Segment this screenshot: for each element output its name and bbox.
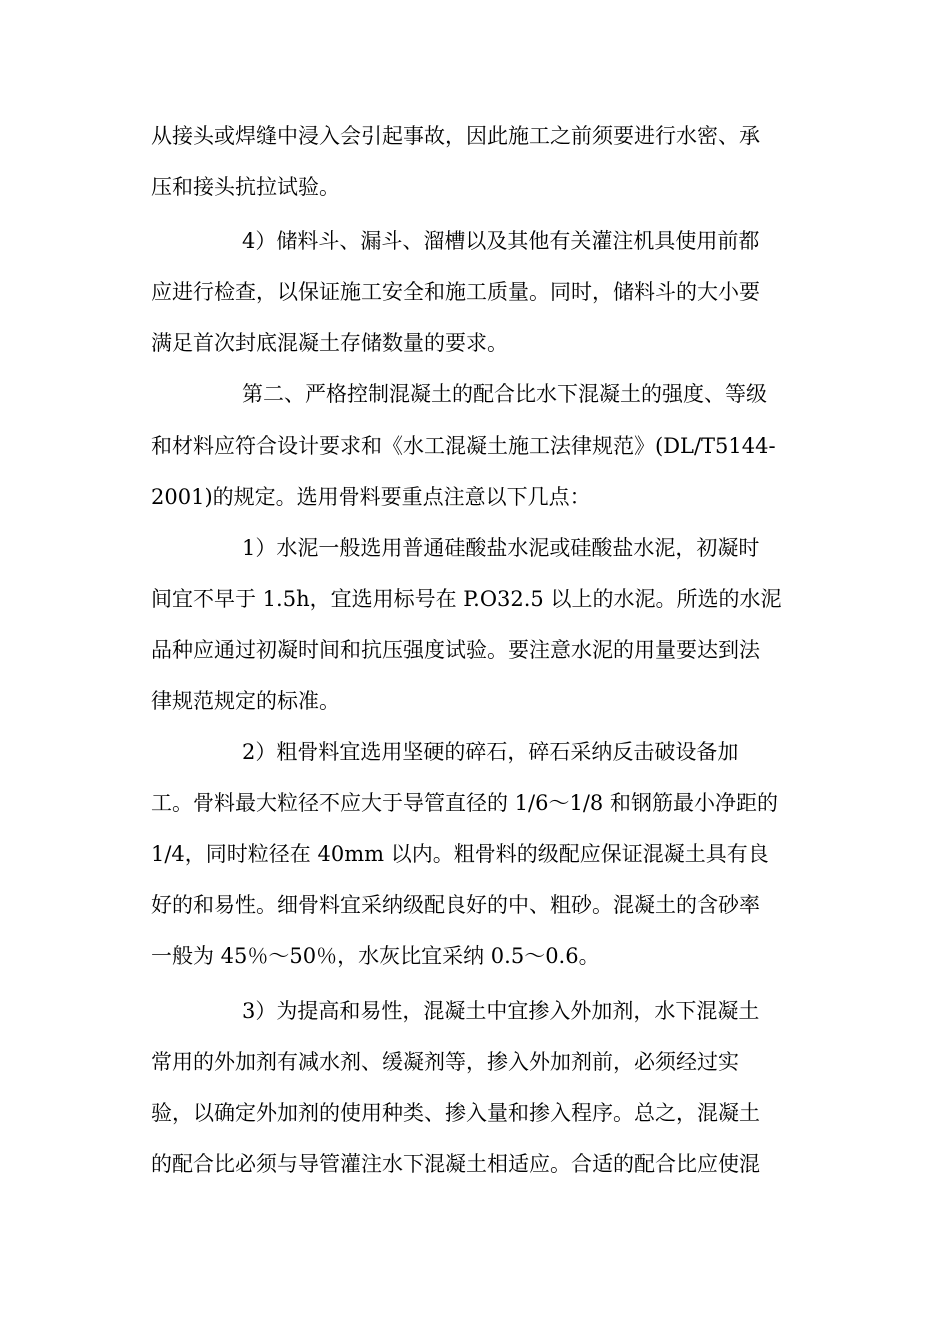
text-line: 好的和易性。细骨料宜采纳级配良好的中、粗砂。混凝土的含砂率 xyxy=(151,893,760,917)
text-line: 一般为 45％～50％，水灰比宜采纳 0.5～0.6。 xyxy=(151,944,600,968)
text-line: 应进行检查，以保证施工安全和施工质量。同时，储料斗的大小要 xyxy=(151,280,760,304)
text-line: 的配合比必须与导管灌注水下混凝土相适应。合适的配合比应使混 xyxy=(151,1152,760,1176)
text-line: 间宜不早于 1.5h，宜选用标号在 P.O32.5 以上的水泥。所选的水泥 xyxy=(151,587,782,611)
text-line: 工。骨料最大粒径不应大于导管直径的 1/6～1/8 和钢筋最小净距的 xyxy=(151,791,778,815)
text-line: 2001)的规定。选用骨料要重点注意以下几点： xyxy=(151,485,591,509)
text-line: 验，以确定外加剂的使用种类、掺入量和掺入程序。总之，混凝土 xyxy=(151,1101,760,1125)
text-line: 压和接头抗拉试验。 xyxy=(151,175,340,199)
text-line: 从接头或焊缝中浸入会引起事故，因此施工之前须要进行水密、承 xyxy=(151,124,760,148)
text-line: 和材料应符合设计要求和《水工混凝土施工法律规范》(DL/T5144- xyxy=(151,434,776,458)
paragraph-first-line: 1）水泥一般选用普通硅酸盐水泥或硅酸盐水泥，初凝时 xyxy=(242,536,760,560)
paragraph-first-line: 3）为提高和易性，混凝土中宜掺入外加剂，水下混凝土 xyxy=(242,999,760,1023)
paragraph-first-line: 2）粗骨料宜选用坚硬的碎石，碎石采纳反击破设备加 xyxy=(242,740,739,764)
text-line: 品种应通过初凝时间和抗压强度试验。要注意水泥的用量要达到法 xyxy=(151,638,760,662)
paragraph-first-line: 4）储料斗、漏斗、溜槽以及其他有关灌注机具使用前都 xyxy=(242,229,760,253)
text-line: 满足首次封底混凝土存储数量的要求。 xyxy=(151,331,508,355)
text-line: 律规范规定的标准。 xyxy=(151,689,340,713)
text-line: 常用的外加剂有减水剂、缓凝剂等，掺入外加剂前，必须经过实 xyxy=(151,1050,739,1074)
paragraph-first-line: 第二、严格控制混凝土的配合比水下混凝土的强度、等级 xyxy=(242,382,767,406)
text-line: 1/4，同时粒径在 40mm 以内。粗骨料的级配应保证混凝土具有良 xyxy=(151,842,769,866)
